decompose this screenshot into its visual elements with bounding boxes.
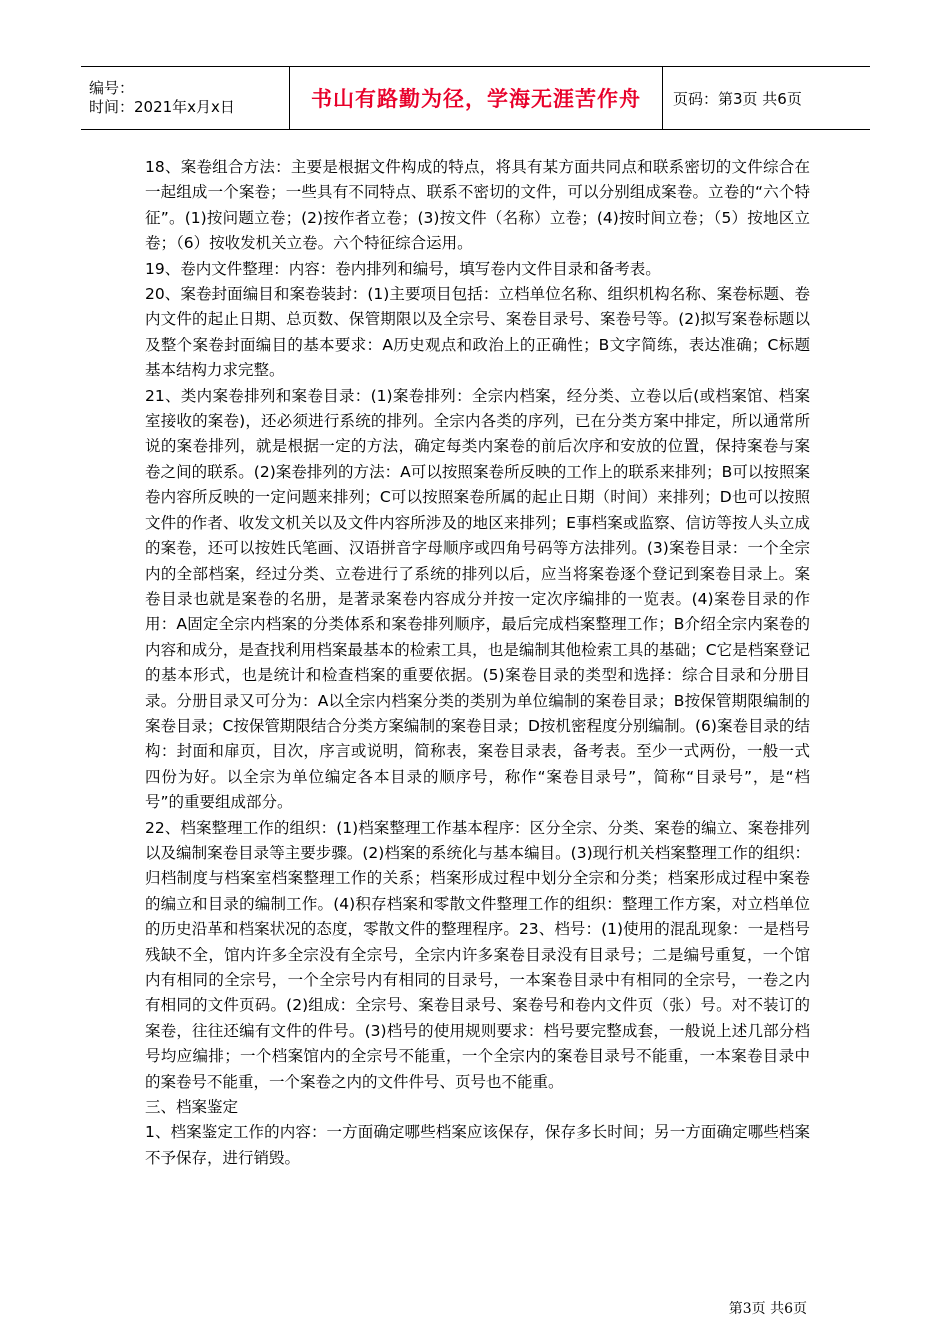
paragraph-18: 18、案卷组合方法：主要是根据文件构成的特点，将具有某方面共同点和联系密切的文件综合在一起组成一个案卷；一些具有不同特点、联系不密切的文件，可以分别组成案卷。立卷的“六个特征”。(1)按问题立卷；(2)按作者立卷；(3)按文件（名称）立卷；(4)按时间立卷；（5）按地区立卷；（6）按收发机关立卷。六个特征综合运用。 — [145, 158, 810, 253]
header-motto: 书山有路勤为径，学海无涯苦作舟 — [290, 67, 663, 130]
section-heading: 三、档案鉴定 — [145, 1098, 239, 1117]
document-time-label: 时间：2021年x月x日 — [89, 98, 235, 116]
page-footer: 第3页 共6页 — [728, 1301, 807, 1317]
paragraph-19: 19、卷内文件整理：内容：卷内排列和编号，填写卷内文件目录和备考表。 — [145, 259, 661, 278]
document-body — [145, 155, 810, 1171]
paragraph-appraisal-1: 1、档案鉴定工作的内容：一方面确定哪些档案应该保存，保存多长时间；另一方面确定哪些档案不予保存，进行销毁。 — [145, 1123, 810, 1167]
header-meta — [81, 67, 290, 130]
paragraph-21: 21、类内案卷排列和案卷目录：(1)案卷排列：全宗内档案，经分类、立卷以后(或档案馆、档案室接收的案卷)，还必须进行系统的排列。全宗内各类的序列，已在分类方案中排定，所以通常所说的案卷排列，就是根据一定的方法，确定每类内案卷的前后次序和安放的位置，保持案卷与案卷之间的联系。(2)案卷排列的方法：A可以按照案卷所反映的工作上的联系来排列；B可以按照案卷内容所反映的一定问题来排列；C可以按照案卷所属的起止日期（时间）来排列；D也可以按照文件的作者、收发文机关以及文件内容所涉及的地区来排列；E事档案或监察、信访等按人头立成的案卷，还可以按姓氏笔画、汉语拼音字母顺序或四角号码等方法排列。(3)案卷目录：一个全宗内的全部档案，经过分类、立卷进行了系统的排列以后，应当将案卷逐个登记到案卷目录上。案卷目录也就是案卷的名册，是著录案卷内容成分并按一定次序编排的一览表。(4)案卷目录的作用：A固定全宗内档案的分类体系和案卷排列顺序，最后完成档案整理工作；B介绍全宗内案卷的内容和成分，是查找利用档案最基本的检索工具，也是编制其他检索工具的基础；C它是档案登记的基本形式，也是统计和检查档案的重要依据。(5)案卷目录的类型和选择：综合目录和分册目录。分册目录又可分为：A以全宗内档案分类的类别为单位编制的案卷目录；B按保管期限编制的案卷目录；C按保管期限结合分类方案编制的案卷目录；D按机密程度分别编制。(6)案卷目录的结构：封面和扉页，目次，序言或说明，简称表，案卷目录表，备考表。至少一式两份，一般一式四份为好。以全宗为单位编定各本目录的顺序号，称作“案卷目录号”，简称“目录号”，是“档号”的重要组成部分。 — [145, 386, 810, 812]
header-page-info: 页码：第3页 共6页 — [663, 67, 871, 130]
document-number-label: 编号： — [89, 79, 135, 97]
page-header — [81, 66, 870, 130]
paragraph-20: 20、案卷封面编目和案卷装封：(1)主要项目包括：立档单位名称、组织机构名称、案卷标题、卷内文件的起止日期、总页数、保管期限以及全宗号、案卷目录号、案卷号等。(2)拟写案卷标题以及整个案卷封面编目的基本要求：A历史观点和政治上的正确性；B文字简练，表达准确；C标题基本结构力求完整。 — [145, 285, 810, 380]
paragraph-22: 22、档案整理工作的组织：(1)档案整理工作基本程序：区分全宗、分类、案卷的编立、案卷排列以及编制案卷目录等主要步骤。(2)档案的系统化与基本编目。(3)现行机关档案整理工作的组织：归档制度与档案室档案整理工作的关系；档案形成过程中划分全宗和分类；档案形成过程中案卷的编立和目录的编制工作。(4)积存档案和零散文件整理工作的组织：整理工作方案，对立档单位的历史沿革和档案状况的态度，零散文件的整理程序。23、档号：(1)使用的混乱现象：一是档号残缺不全，馆内许多全宗没有全宗号，全宗内许多案卷目录没有目录号；二是编号重复，一个馆内有相同的全宗号，一个全宗号内有相同的目录号，一本案卷目录中有相同的全宗号，一卷之内有相同的文件页码。(2)组成：全宗号、案卷目录号、案卷号和卷内文件页（张）号。对不装订的案卷，往往还编有文件的件号。(3)档号的使用规则要求：档号要完整成套，一般说上述几部分档号均应编排；一个档案馆内的全宗号不能重，一个全宗内的案卷目录号不能重，一本案卷目录中的案卷号不能重，一个案卷之内的文件件号、页号也不能重。 — [145, 818, 810, 1091]
